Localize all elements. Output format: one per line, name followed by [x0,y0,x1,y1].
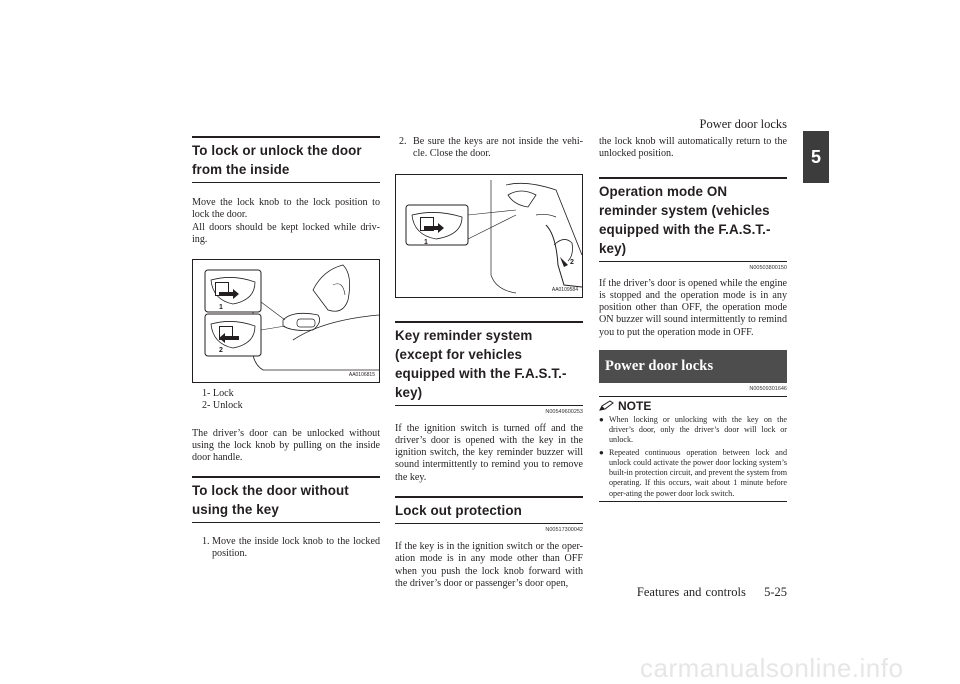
paragraph-lock-position: Move the lock knob to the lock position to lock the door. [192,197,380,221]
column-1 [192,136,380,560]
note-box [599,396,787,502]
paragraph-driver-door-unlock: The driver’s door can be unlocked without using the lock knob by pulling on the inside door handle. [192,427,380,464]
note-list [599,415,787,499]
note-pencil-icon [599,400,615,412]
figure-legend [192,388,380,413]
section-heading-operation-mode-reminder: Operation mode ON reminder system (vehicles equipped with the F.A.S.T.-key) [599,177,787,262]
lock-knob-illustration [193,260,380,382]
running-header-title: Power door locks [699,117,787,131]
step-text: Be sure the keys are not inside the vehi-cle. Close the door. [413,136,583,160]
reference-code: N00549600253 [545,408,583,415]
column-3 [599,136,787,502]
note-item-text: When locking or unlocking with the key on the driver’s door, only the driver’s door will lock or unlock. [609,415,787,445]
step-1 [192,536,380,561]
page-footer [637,585,787,600]
note-header [599,399,787,413]
paragraph-lock-out-protection: If the key is in the ignition switch or the oper-ation mode is in any mode other than OFF when you push the lock knob forward with the driver’s door or passenger’s door open, [395,541,583,589]
door-closing-illustration [396,175,583,297]
section-heading-lock-out-protection: Lock out protection [395,496,583,524]
reference-code: N00517300042 [545,527,583,534]
section-heading-lock-unlock-inside: To lock or unlock the door from the inside [192,136,380,183]
paragraph-keep-locked: All doors should be kept locked while driv-ing. [192,221,380,245]
note-bottom-rule [599,501,787,502]
figure-code: AA0106815 [348,372,375,379]
figure-label-2: 2 [570,258,574,266]
reference-code: N00509301646 [749,386,787,393]
section-heading-key-reminder: Key reminder system (except for vehicles equipped with the F.A.S.T.-key) [395,321,583,406]
figure-code: AA0109584 [551,286,578,293]
step-number: 2. [399,136,407,147]
section-heading-lock-without-key: To lock the door without using the key [192,476,380,523]
column-2 [395,136,583,590]
page-number: 5-25 [764,585,787,599]
figure-label-1: 1 [424,238,428,246]
legend-item-unlock: 2- Unlock [202,400,243,412]
figure-inside-lock-knob [192,259,380,383]
note-item [599,448,787,499]
bullet-icon: ● [599,447,604,457]
watermark: carmanualsonline.info [640,653,904,683]
footer-section: Features and controls [636,585,746,599]
step-2 [395,136,583,161]
note-item-text: Repeated continuous operation between lock and unlock could activate the power door locking system’s built-in protection circuit, and prevent the system from operating. If this occurs, wait about 1 minute before oper-ating the power door lock switch. [609,447,787,498]
figure-close-door [395,174,583,298]
section-heading-power-door-locks: Power door locks [599,350,787,383]
bullet-icon: ● [599,415,604,425]
chapter-tab: 5 [803,131,829,183]
note-label: NOTE [618,399,652,414]
note-item [599,415,787,446]
paragraph-lock-knob-return: the lock knob will automatically return to the unlocked position. [599,136,787,160]
paragraph-key-reminder: If the ignition switch is turned off and the driver’s door is opened with the key in the ignition switch, the key reminder buzzer will sound intermittently to remind you to remove the key. [395,422,583,483]
legend-item-lock: 1- Lock [202,388,234,400]
step-text: Move the inside lock knob to the locked position. [212,535,380,559]
reference-code: N00503800150 [749,264,787,271]
figure-label-1: 1 [219,304,223,312]
paragraph-operation-mode-reminder: If the driver’s door is opened while the engine is stopped and the operation mode is in any position other than OFF, the operation mode ON buzzer will sound intermittently to remind you to put the operation mode in OFF. [599,277,787,338]
step-number: 1. [202,535,210,547]
figure-label-2: 2 [219,347,223,355]
